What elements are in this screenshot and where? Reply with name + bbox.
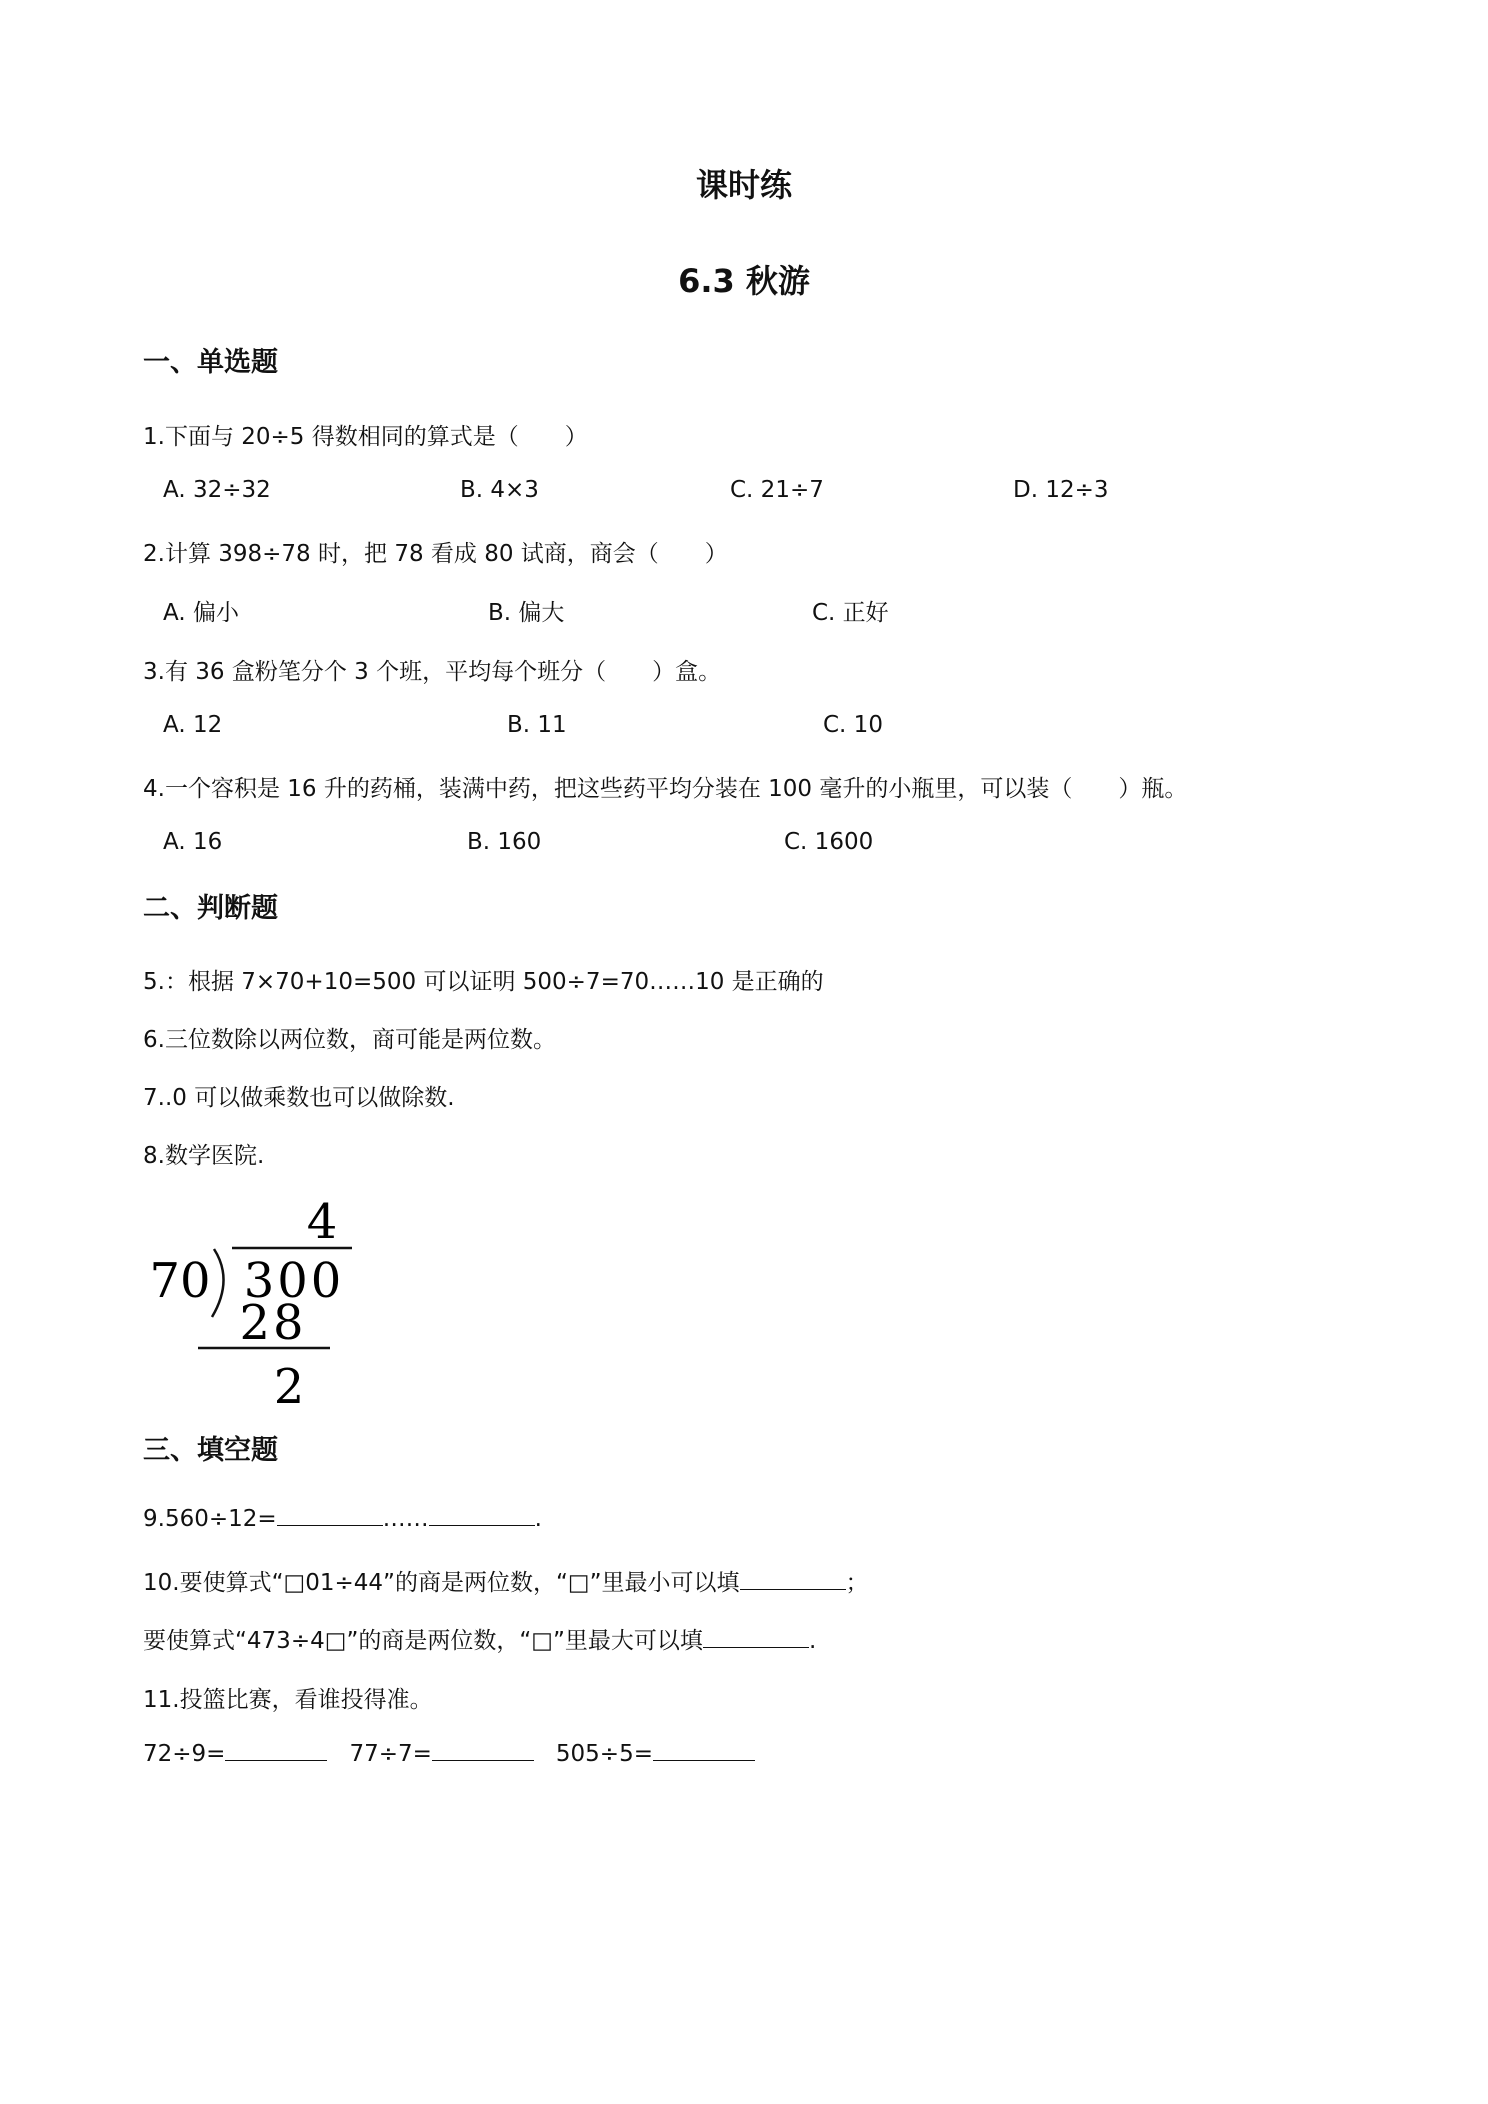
question-10-line-1	[143, 1564, 869, 1597]
answer-blank[interactable]	[703, 1627, 809, 1648]
long-division-figure	[140, 1185, 370, 1415]
question-10-line-1-prefix: 10.要使算式“□01÷44”的商是两位数，“□”里最小可以填	[143, 1570, 740, 1596]
question-8-stem: 8.数学医院.	[143, 1143, 265, 1169]
question-2-option-a: A. 偏小	[163, 600, 239, 626]
page-subtitle: 6.3 秋游	[678, 262, 810, 300]
question-4-option-c: C. 1600	[784, 829, 874, 855]
answer-blank[interactable]	[740, 1569, 846, 1590]
question-3-stem: 3.有 36 盒粉笔分个 3 个班，平均每个班分（ ）盒。	[143, 659, 722, 685]
question-3-option-c: C. 10	[823, 712, 883, 738]
question-3-option-a: A. 12	[163, 712, 223, 738]
question-10-line-2	[143, 1622, 816, 1655]
answer-blank[interactable]	[432, 1740, 534, 1761]
question-1-option-d: D. 12÷3	[1013, 477, 1109, 503]
question-9-middle: ……	[382, 1506, 429, 1532]
division-product: 28	[239, 1295, 307, 1351]
question-4-option-a: A. 16	[163, 829, 223, 855]
page-title: 课时练	[695, 166, 792, 204]
question-6-stem: 6.三位数除以两位数，商可能是两位数。	[143, 1027, 556, 1053]
question-11-stem: 11.投篮比赛，看谁投得准。	[143, 1687, 433, 1713]
question-1-option-b: B. 4×3	[460, 477, 539, 503]
section-heading-true-false: 二、判断题	[143, 893, 278, 924]
question-11-item-3: 505÷5=	[555, 1741, 653, 1767]
question-4-option-b: B. 160	[467, 829, 542, 855]
question-4-stem: 4.一个容积是 16 升的药桶，装满中药，把这些药平均分装在 100 毫升的小瓶里，可以装（ ）瓶。	[143, 776, 1188, 802]
question-2-stem: 2.计算 398÷78 时，把 78 看成 80 试商，商会（ ）	[143, 541, 728, 567]
question-5-stem: 5.：根据 7×70+10=500 可以证明 500÷7=70……10 是正确的	[143, 969, 824, 995]
answer-blank[interactable]	[225, 1740, 327, 1761]
question-11-item-1: 72÷9=	[143, 1741, 226, 1767]
question-10-line-2-prefix: 要使算式“473÷4□”的商是两位数，“□”里最大可以填	[143, 1628, 703, 1654]
section-heading-single-choice: 一、单选题	[143, 347, 278, 378]
answer-blank[interactable]	[429, 1505, 535, 1526]
answer-blank[interactable]	[277, 1505, 383, 1526]
question-9-prefix: 9.560÷12=	[143, 1506, 277, 1532]
question-1-option-a: A. 32÷32	[163, 477, 271, 503]
question-11-item-2: 77÷7=	[349, 1741, 432, 1767]
question-9-suffix: .	[534, 1506, 542, 1532]
answer-blank[interactable]	[653, 1740, 755, 1761]
division-bracket	[212, 1249, 224, 1317]
question-2-option-c: C. 正好	[812, 600, 889, 626]
question-10-line-1-suffix: ；	[845, 1570, 869, 1596]
question-3-option-b: B. 11	[507, 712, 567, 738]
question-11-items	[143, 1740, 755, 1767]
question-9	[143, 1505, 542, 1532]
section-heading-fill-blank: 三、填空题	[143, 1435, 278, 1466]
question-10-line-2-suffix: .	[808, 1628, 817, 1654]
question-1-option-c: C. 21÷7	[730, 477, 824, 503]
division-divisor: 70	[149, 1253, 211, 1309]
question-2-option-b: B. 偏大	[488, 600, 565, 626]
division-dividend: 300	[243, 1253, 345, 1309]
question-1-stem: 1.下面与 20÷5 得数相同的算式是（ ）	[143, 424, 588, 450]
division-remainder: 2	[273, 1359, 305, 1415]
division-quotient: 4	[306, 1194, 338, 1250]
question-7-stem: 7..0 可以做乘数也可以做除数.	[143, 1085, 455, 1111]
